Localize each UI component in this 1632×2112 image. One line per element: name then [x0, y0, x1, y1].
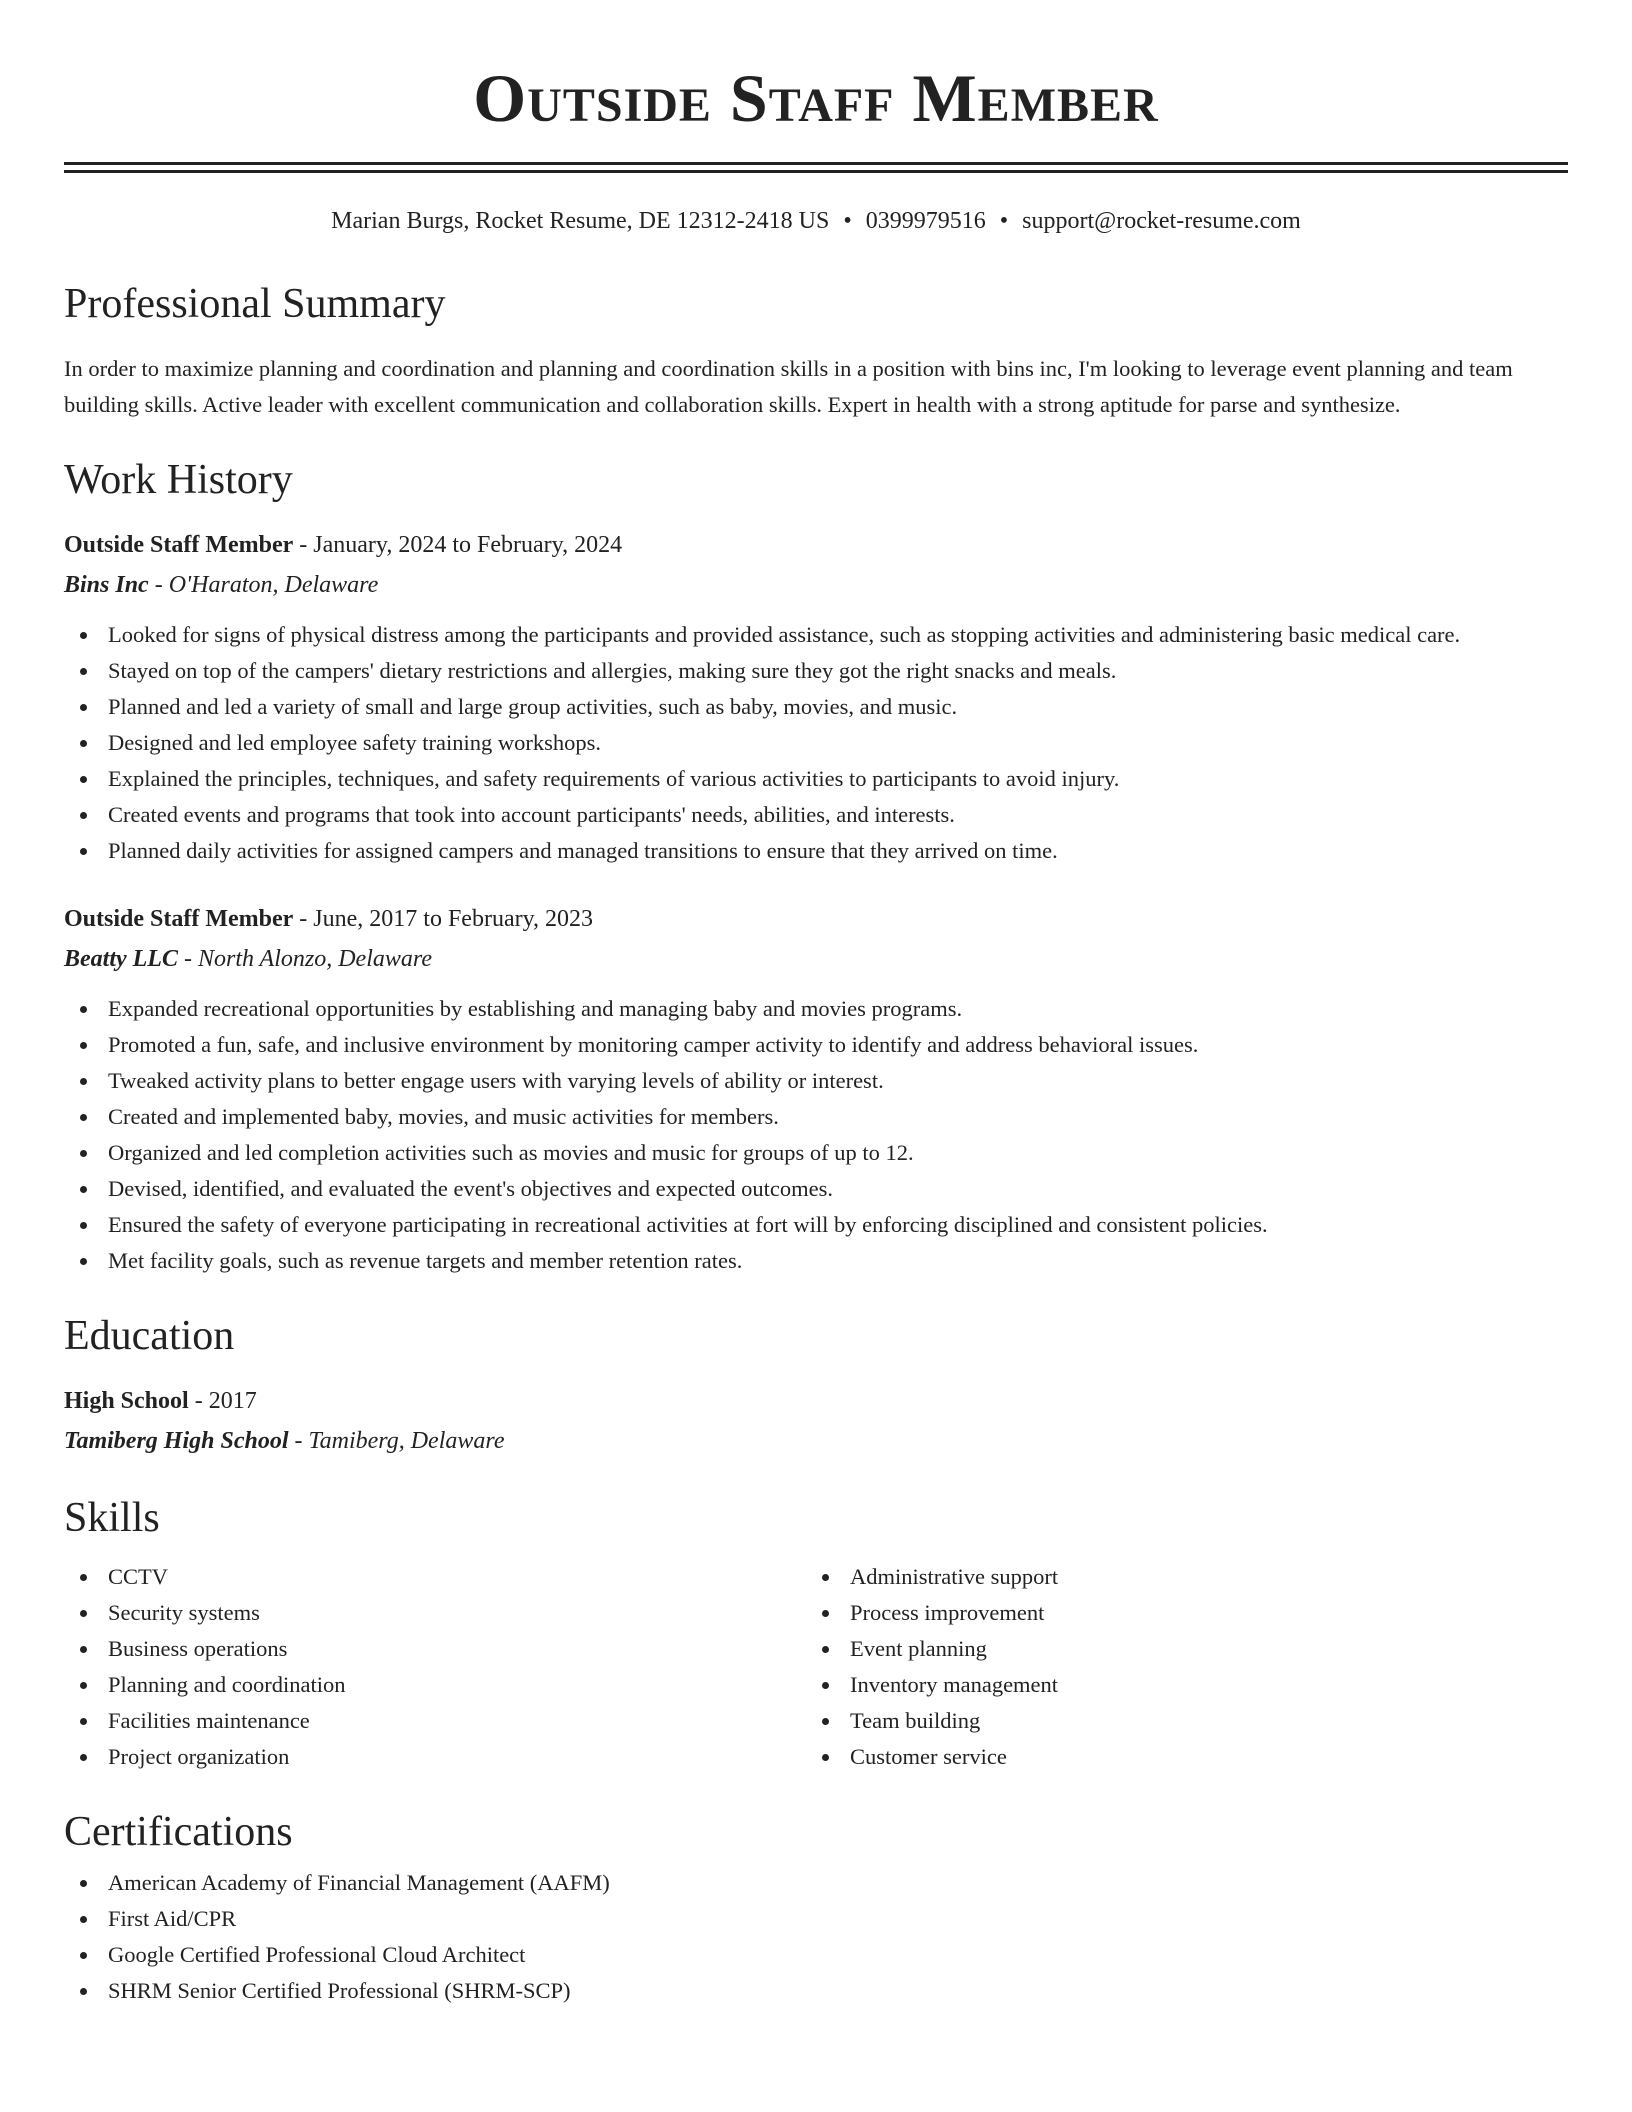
certifications-heading: Certifications	[64, 1809, 293, 1855]
education-location: - Tamiberg, Delaware	[288, 1428, 505, 1454]
job-location: - O'Haraton, Delaware	[148, 572, 379, 598]
contact-phone: 0399979516	[865, 208, 986, 234]
education-header	[64, 1381, 1568, 1421]
list-item: Security systems	[64, 1595, 806, 1631]
education-degree: High School	[64, 1388, 189, 1414]
list-item: Planned daily activities for assigned campers and managed transitions to ensure that they arrived on time.	[64, 833, 1568, 869]
list-item: Promoted a fun, safe, and inclusive environment by monitoring camper activity to identify and address behavioral issues.	[64, 1027, 1568, 1063]
contact-separator: •	[843, 208, 852, 234]
contact-separator: •	[999, 208, 1009, 234]
list-item: Stayed on top of the campers' dietary restrictions and allergies, making sure they got the right snacks and meals.	[64, 653, 1568, 689]
list-item: Devised, identified, and evaluated the event's objectives and expected outcomes.	[64, 1171, 1568, 1207]
contact-email: support@rocket-resume.com	[1022, 208, 1301, 234]
list-item: Event planning	[806, 1631, 1548, 1667]
list-item: SHRM Senior Certified Professional (SHRM-SCP)	[64, 1973, 1568, 2009]
list-item: Process improvement	[806, 1595, 1548, 1631]
education-heading: Education	[64, 1313, 235, 1359]
list-item: Administrative support	[806, 1559, 1548, 1595]
education-year: - 2017	[188, 1388, 257, 1414]
skills-list-left	[64, 1559, 806, 1775]
certifications-list	[64, 1865, 1568, 2009]
job-location: - North Alonzo, Delaware	[177, 946, 432, 972]
job-duties-list	[64, 991, 1568, 1279]
list-item: Facilities maintenance	[64, 1703, 806, 1739]
list-item: Created events and programs that took into account participants' needs, abilities, and interests.	[64, 797, 1568, 833]
job-dates: - January, 2024 to February, 2024	[293, 532, 623, 558]
skills-list-right	[806, 1559, 1548, 1775]
skills-grid	[64, 1559, 1568, 1775]
list-item: Team building	[806, 1703, 1548, 1739]
list-item: Created and implemented baby, movies, and music activities for members.	[64, 1099, 1568, 1135]
list-item: Expanded recreational opportunities by establishing and managing baby and movies programs.	[64, 991, 1568, 1027]
list-item: Customer service	[806, 1739, 1548, 1775]
list-item: Business operations	[64, 1631, 806, 1667]
list-item: Inventory management	[806, 1667, 1548, 1703]
job-header	[64, 899, 1568, 939]
skills-heading: Skills	[64, 1495, 160, 1541]
job-employer	[64, 939, 1568, 979]
job-dates: - June, 2017 to February, 2023	[293, 906, 594, 932]
list-item: Organized and led completion activities such as movies and music for groups of up to 12.	[64, 1135, 1568, 1171]
job-entry	[64, 525, 1568, 869]
job-role: Outside Staff Member	[64, 906, 294, 932]
list-item: Met facility goals, such as revenue targets and member retention rates.	[64, 1243, 1568, 1279]
summary-text: In order to maximize planning and coordination and planning and coordination skills in a position with bins inc, I'm looking to leverage event planning and team building skills. Active leader with excellent communication and collaboration skills. Expert in health with a strong aptitude for parse and synthesize.	[64, 356, 1513, 417]
list-item: First Aid/CPR	[64, 1901, 1568, 1937]
list-item: Planning and coordination	[64, 1667, 806, 1703]
work-history-heading: Work History	[64, 457, 293, 503]
list-item: Planned and led a variety of small and large group activities, such as baby, movies, and music.	[64, 689, 1568, 725]
education-school-line	[64, 1421, 1568, 1461]
list-item: Ensured the safety of everyone participating in recreational activities at fort will by enforcing disciplined and consistent policies.	[64, 1207, 1568, 1243]
contact-address: Marian Burgs, Rocket Resume, DE 12312-2418 US	[331, 208, 830, 234]
list-item: American Academy of Financial Management (AAFM)	[64, 1865, 1568, 1901]
list-item: Project organization	[64, 1739, 806, 1775]
job-employer	[64, 565, 1568, 605]
contact-line	[64, 209, 1568, 233]
job-company: Beatty LLC	[64, 946, 178, 972]
job-company: Bins Inc	[64, 572, 149, 598]
list-item: Designed and led employee safety training workshops.	[64, 725, 1568, 761]
job-role: Outside Staff Member	[64, 532, 294, 558]
job-entry	[64, 899, 1568, 1279]
job-header	[64, 525, 1568, 565]
resume-name: Outside Staff Member	[473, 60, 1159, 136]
list-item: Tweaked activity plans to better engage users with varying levels of ability or interest.	[64, 1063, 1568, 1099]
header-double-rule	[64, 162, 1568, 173]
education-school: Tamiberg High School	[64, 1428, 289, 1454]
list-item: Google Certified Professional Cloud Architect	[64, 1937, 1568, 1973]
list-item: Explained the principles, techniques, and safety requirements of various activities to participants to avoid injury.	[64, 761, 1568, 797]
job-duties-list	[64, 617, 1568, 869]
list-item: Looked for signs of physical distress among the participants and provided assistance, such as stopping activities and administering basic medical care.	[64, 617, 1568, 653]
list-item: CCTV	[64, 1559, 806, 1595]
summary-heading: Professional Summary	[64, 281, 446, 327]
